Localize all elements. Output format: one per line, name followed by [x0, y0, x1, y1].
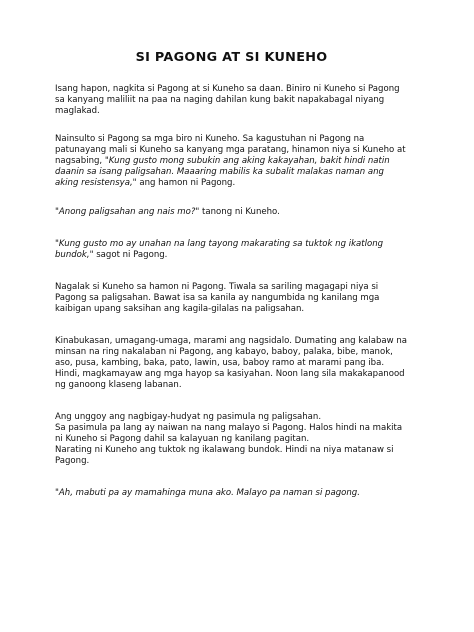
document-title: SI PAGONG AT SI KUNEHO [135, 50, 328, 65]
paragraph [55, 488, 408, 499]
paragraph [55, 239, 408, 261]
paragraph-text: Isang hapon, nagkita si Pagong at si Kuneho sa daan. Biniro ni Kuneho si Pagong sa kanyang maliliit na paa na naging dahilan kung bakit napakabagal niyang maglakad. [55, 84, 400, 116]
quoted-dialogue: "Kung gusto mong subukin ang aking kakayahan, bakit hindi natin daanin sa isang paligsahan. Maaaring mabilis ka subalit malakas naman ang aking resistensya," [55, 156, 390, 188]
paragraph [55, 282, 408, 315]
paragraph-text: Kinabukasan, umagang-umaga, marami ang nagsidalo. Dumating ang kalabaw na minsan na ring nakalaban ni Pagong, ang kabayo, baboy, palaka, bibe, manok, aso, pusa, kambing, baka, pato, lawin, usa, baboy ramo at marami pang iba. Hindi, magkamayaw ang mga hayop sa kasiyahan. Noon lang sila makakapanood ng ganoong klaseng labanan. [55, 336, 407, 390]
paragraph [55, 84, 408, 117]
paragraph-text: tanong ni Kuneho. [199, 207, 280, 217]
paragraph-text: ang hamon ni Pagong. [136, 178, 236, 188]
paragraph-text: Nainsulto si Pagong sa mga biro ni Kuneho. Sa kagustuhan ni Pagong na patunayang mali si Kuneho sa kanyang mga paratang, hinamon niya si Kuneho at nagsabing, [55, 134, 406, 166]
paragraph-text: sagot ni Pagong. [93, 250, 168, 260]
quoted-dialogue: "Kung gusto mo ay unahan na lang tayong makarating sa tuktok ng ikatlong bundok," [55, 239, 384, 260]
paragraph [55, 134, 408, 189]
paragraph [55, 336, 408, 391]
paragraph [55, 412, 408, 467]
paragraph [55, 207, 408, 218]
quoted-dialogue: "Ah, mabuti pa ay mamahinga muna ako. Malayo pa naman si pagong. [55, 488, 360, 498]
document-body [55, 84, 408, 499]
paragraph-text: Nagalak si Kuneho sa hamon ni Pagong. Tiwala sa sariling magagapi niya si Pagong sa paligsahan. Bawat isa sa kanila ay nangumbida ng kanilang mga kaibigan upang saksihan ang kagila-gilalas na paligsahan. [55, 282, 380, 314]
quoted-dialogue: "Anong paligsahan ang nais mo?" [55, 207, 200, 217]
paragraph-text: Ang unggoy ang nagbigay-hudyat ng pasimula ng paligsahan. Sa pasimula pa lang ay naiwan na nang malayo si Pagong. Halos hindi na makita ni Kuneho si Pagong dahil sa kalayuan ng kanilang pagitan. Narating ni Kuneho ang tuktok ng ikalawang bundok. Hindi na niya matanaw si Pagong. [55, 412, 403, 466]
